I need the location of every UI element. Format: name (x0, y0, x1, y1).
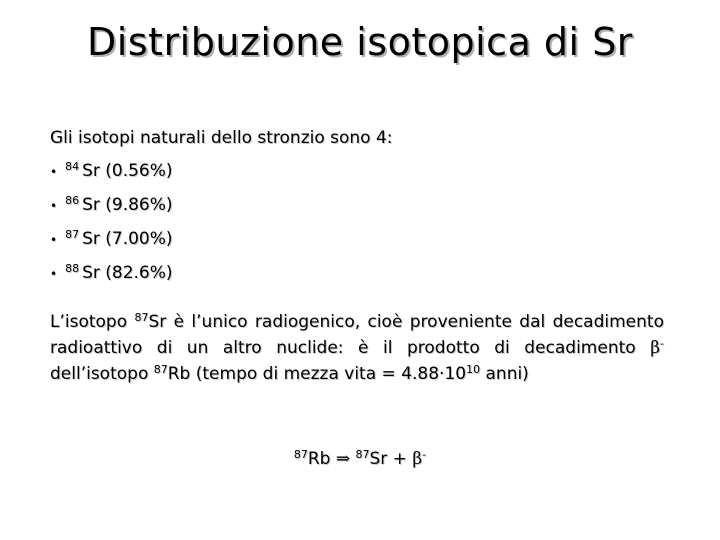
mass-number: 87 (153, 363, 168, 376)
mass-number: 87 (355, 448, 370, 461)
exponent: 10 (466, 363, 481, 376)
beta-symbol: β (412, 449, 423, 469)
element-symbol: Sr (82, 263, 100, 283)
isotope-list (50, 150, 173, 286)
bullet: • (50, 165, 58, 179)
bullet: • (50, 267, 58, 281)
beta-superscript: - (422, 448, 427, 461)
paragraph-text: Rb (tempo di mezza vita = 4.88·10 (167, 364, 467, 384)
paragraph-text: L’isotopo (50, 312, 135, 332)
description-paragraph (50, 307, 664, 385)
abundance: (82.6%) (105, 263, 173, 283)
abundance: (7.00%) (105, 229, 173, 249)
beta-symbol: β (650, 338, 661, 358)
arrow-icon: ⇒ (335, 449, 351, 469)
element-symbol: Sr (82, 195, 100, 215)
slide-title: Distribuzione isotopica di Sr (87, 20, 633, 64)
element-symbol: Sr (82, 161, 100, 181)
element-symbol: Sr + (369, 449, 413, 469)
intro-text: Gli isotopi naturali dello stronzio sono 4: (50, 128, 393, 148)
paragraph-text: dell’isotopo (50, 364, 154, 384)
mass-number: 87 (134, 311, 149, 324)
bullet: • (50, 199, 58, 213)
bullet: • (50, 233, 58, 247)
list-item (50, 184, 173, 218)
list-item (50, 150, 173, 184)
paragraph-text: anni) (480, 364, 529, 384)
beta-superscript: - (660, 337, 664, 350)
list-item (50, 252, 173, 286)
mass-number: 88 (65, 262, 80, 275)
decay-equation (0, 448, 720, 469)
mass-number: 87 (293, 448, 308, 461)
element-symbol: Sr (82, 229, 100, 249)
abundance: (9.86%) (105, 195, 173, 215)
abundance: (0.56%) (105, 161, 173, 181)
element-symbol: Rb (307, 449, 331, 469)
list-item (50, 218, 173, 252)
mass-number: 87 (65, 228, 80, 241)
paragraph-text: Sr è l’unico radiogenico, cioè proveniente dal decadimento radioattivo di un altro nuclide: è il prodotto di decadimento (50, 312, 664, 358)
mass-number: 84 (65, 160, 80, 173)
mass-number: 86 (65, 194, 80, 207)
